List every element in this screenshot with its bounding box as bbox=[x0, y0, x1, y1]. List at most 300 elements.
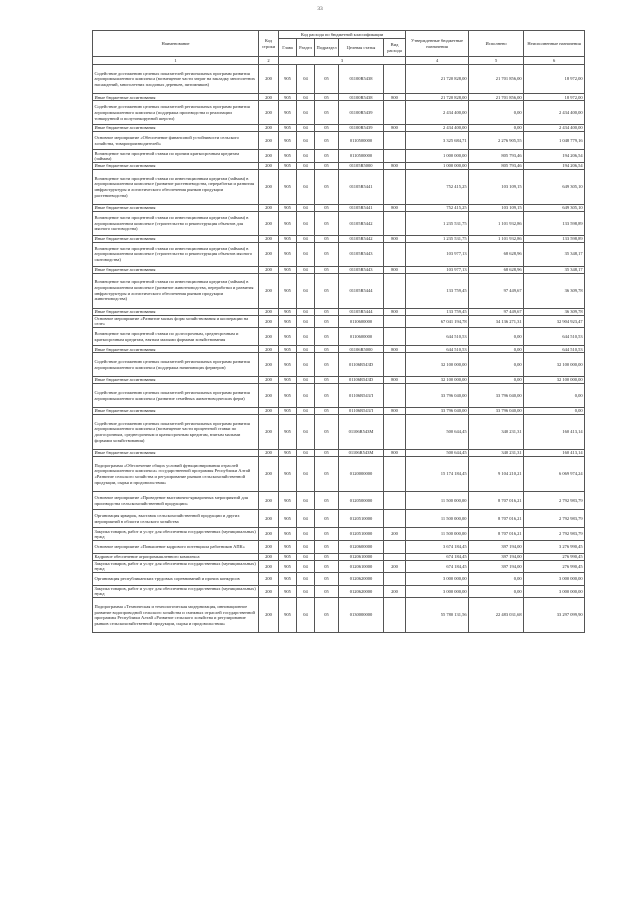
table-row bbox=[93, 456, 585, 491]
table-cell-section: 04 bbox=[297, 315, 315, 328]
table-cell-name: Закупка товаров, работ и услуг для обеспечения государственных (муниципальных) нужд bbox=[93, 560, 259, 573]
table-cell-name: Содействие достижению целевых показателей региональных программ развития агропромышленного комплекса (развитие семейных животноводческих ферм) bbox=[93, 384, 259, 408]
table-cell-target: 0120000000 bbox=[339, 456, 384, 491]
table-cell-name: Возмещение части процентной ставки по прочим краткосрочным кредитам (займам) bbox=[93, 150, 259, 163]
table-cell-section: 04 bbox=[297, 150, 315, 163]
table-cell-executed: 97 449,67 bbox=[469, 273, 524, 308]
table-cell-approved: 33 796 040,00 bbox=[406, 407, 469, 414]
page-number: 33 bbox=[317, 6, 323, 12]
table-cell-subsection: 05 bbox=[315, 573, 339, 586]
table-cell-chapter: 905 bbox=[279, 377, 297, 384]
table-cell-target: 01105R5444 bbox=[339, 273, 384, 308]
table-cell-type bbox=[384, 273, 406, 308]
table-cell-section: 04 bbox=[297, 273, 315, 308]
table-cell-type bbox=[384, 573, 406, 586]
table-cell-unexecuted: 35 348,17 bbox=[524, 242, 585, 266]
table-cell-executed: 21 701 856,00 bbox=[469, 65, 524, 94]
table-cell-target: 0120620000 bbox=[339, 573, 384, 586]
table-cell-subsection: 05 bbox=[315, 598, 339, 633]
table-cell-section: 04 bbox=[297, 346, 315, 353]
table-cell-name: Содействие достижению целевых показателей региональных программ развития агропромышленного комплекса (поддержка производства и реализации тонкорунной и полутонкорунной шерсти) bbox=[93, 101, 259, 125]
table-cell-unexecuted: 2 792 983,79 bbox=[524, 510, 585, 528]
table-cell-section: 04 bbox=[297, 553, 315, 560]
table-row bbox=[93, 598, 585, 633]
table-row bbox=[93, 407, 585, 414]
table-row bbox=[93, 328, 585, 346]
table-cell-type bbox=[384, 456, 406, 491]
table-cell-section: 04 bbox=[297, 266, 315, 273]
table-cell-chapter: 905 bbox=[279, 346, 297, 353]
table-cell-subsection: 05 bbox=[315, 491, 339, 509]
table-cell-name: Организация республиканских трудовых соревнований и прочих конкурсов bbox=[93, 573, 259, 586]
table-cell-unexecuted: 2 792 983,79 bbox=[524, 528, 585, 541]
table-cell-type bbox=[384, 353, 406, 377]
table-cell-type: 800 bbox=[384, 204, 406, 211]
table-cell-name: Возмещение части процентной ставки по инвестиционным кредитам (займам) в агропромышленном комплексе (развитие животноводства, переработки и развития инфраструктуры и логистического обеспечения рынков продукции животноводства) bbox=[93, 273, 259, 308]
table-cell-approved: 644 510,53 bbox=[406, 346, 469, 353]
table-cell-code: 200 bbox=[259, 150, 279, 163]
table-cell-executed: 397 194,00 bbox=[469, 553, 524, 560]
table-row bbox=[93, 162, 585, 169]
table-cell-approved: 32 100 000,00 bbox=[406, 377, 469, 384]
table-cell-target: 01106R543M bbox=[339, 449, 384, 456]
table-cell-unexecuted: 32 100 000,00 bbox=[524, 353, 585, 377]
table-cell-executed: 8 707 016,21 bbox=[469, 528, 524, 541]
table-cell-approved: 1 000 000,00 bbox=[406, 150, 469, 163]
table-cell-chapter: 905 bbox=[279, 132, 297, 150]
table-cell-section: 04 bbox=[297, 328, 315, 346]
table-cell-type bbox=[384, 169, 406, 204]
table-cell-target: 01100R5439 bbox=[339, 125, 384, 132]
table-cell-unexecuted: 33 297 099,90 bbox=[524, 598, 585, 633]
table-cell-unexecuted: 36 309,78 bbox=[524, 273, 585, 308]
table-cell-chapter: 905 bbox=[279, 407, 297, 414]
table-cell-name: Кадровое обеспечение агропромышленного комплекса bbox=[93, 553, 259, 560]
table-cell-code: 200 bbox=[259, 204, 279, 211]
table-cell-section: 04 bbox=[297, 162, 315, 169]
table-cell-name: Подпрограмма «Техническая и технологическая модернизация, инновационное развитие водопроводной сельского хозяйства и смежных отраслей государственной программы Республики Алтай «Развитие сельского хозяйства и регулирование рынков сельскохозяйственной продукции, сырья и продовольствия» bbox=[93, 598, 259, 633]
table-cell-type: 800 bbox=[384, 377, 406, 384]
table-cell-subsection: 05 bbox=[315, 132, 339, 150]
table-cell-executed: 397 194,00 bbox=[469, 560, 524, 573]
table-cell-code: 200 bbox=[259, 528, 279, 541]
table-cell-approved: 103 977,13 bbox=[406, 242, 469, 266]
table-cell-type: 800 bbox=[384, 235, 406, 242]
table-cell-target: 0120500000 bbox=[339, 491, 384, 509]
table-cell-name: Иные бюджетные ассигнования bbox=[93, 377, 259, 384]
table-cell-subsection: 05 bbox=[315, 125, 339, 132]
table-cell-chapter: 905 bbox=[279, 553, 297, 560]
table-cell-executed: 2 276 905,55 bbox=[469, 132, 524, 150]
table-cell-section: 04 bbox=[297, 377, 315, 384]
table-cell-target: 01100R5439 bbox=[339, 101, 384, 125]
table-cell-section: 04 bbox=[297, 308, 315, 315]
table-cell-unexecuted: 3 000 000,00 bbox=[524, 573, 585, 586]
table-row bbox=[93, 510, 585, 528]
table-cell-target: 0120610000 bbox=[339, 553, 384, 560]
table-cell-section: 04 bbox=[297, 384, 315, 408]
table-row bbox=[93, 449, 585, 456]
table-cell-approved: 1 000 000,00 bbox=[406, 162, 469, 169]
table-cell-type: 800 bbox=[384, 125, 406, 132]
table-cell-unexecuted: 276 990,45 bbox=[524, 553, 585, 560]
table-cell-chapter: 905 bbox=[279, 94, 297, 101]
table-cell-approved: 2 434 400,00 bbox=[406, 125, 469, 132]
table-cell-type bbox=[384, 491, 406, 509]
table-cell-unexecuted: 649 305,10 bbox=[524, 169, 585, 204]
table-cell-code: 200 bbox=[259, 384, 279, 408]
table-cell-name: Возмещение части процентной ставки по долгосрочным, среднесрочным и краткосрочным кредитам, взятым малыми формами хозяйствования bbox=[93, 328, 259, 346]
table-cell-subsection: 05 bbox=[315, 65, 339, 94]
table-cell-section: 04 bbox=[297, 65, 315, 94]
table-cell-type bbox=[384, 510, 406, 528]
table-cell-approved: 55 780 131,56 bbox=[406, 598, 469, 633]
table-cell-unexecuted: 2 434 400,00 bbox=[524, 125, 585, 132]
table-cell-type bbox=[384, 598, 406, 633]
table-cell-unexecuted: 32 100 000,00 bbox=[524, 377, 585, 384]
header-code-line: Код строки bbox=[259, 31, 279, 57]
table-cell-executed: 0,00 bbox=[469, 377, 524, 384]
table-cell-section: 04 bbox=[297, 449, 315, 456]
table-cell-name: Иные бюджетные ассигнования bbox=[93, 346, 259, 353]
table-cell-executed: 97 449,67 bbox=[469, 308, 524, 315]
table-cell-executed: 1 101 932,86 bbox=[469, 211, 524, 235]
table-cell-target: 01106R543M bbox=[339, 414, 384, 449]
table-cell-name: Содействие достижению целевых показателей региональных программ развития агропромышленного комплекса (возмещение части затрат на закладку многолетних насаждений, многолетних плодовых деревьев, питомников) bbox=[93, 65, 259, 94]
table-cell-unexecuted: 276 990,45 bbox=[524, 560, 585, 573]
table-cell-unexecuted: 194 206,54 bbox=[524, 162, 585, 169]
table-cell-executed: 103 109,15 bbox=[469, 204, 524, 211]
table-cell-chapter: 905 bbox=[279, 328, 297, 346]
table-cell-unexecuted: 18 972,00 bbox=[524, 65, 585, 94]
table-cell-subsection: 05 bbox=[315, 150, 339, 163]
table-cell-chapter: 905 bbox=[279, 65, 297, 94]
table-cell-executed: 340 231,31 bbox=[469, 414, 524, 449]
header-executed: Исполнено bbox=[469, 31, 524, 57]
table-cell-executed: 33 796 040,00 bbox=[469, 407, 524, 414]
table-cell-approved: 103 977,13 bbox=[406, 266, 469, 273]
table-cell-code: 200 bbox=[259, 449, 279, 456]
table-cell-unexecuted: 133 598,89 bbox=[524, 235, 585, 242]
header-approved: Утвержденные бюджетные назначения bbox=[406, 31, 469, 57]
table-cell-section: 04 bbox=[297, 132, 315, 150]
table-row bbox=[93, 315, 585, 328]
table-row bbox=[93, 414, 585, 449]
budget-execution-table bbox=[92, 30, 585, 633]
column-index: 4 bbox=[406, 57, 469, 65]
table-cell-subsection: 05 bbox=[315, 273, 339, 308]
table-cell-target: 01106R543D bbox=[339, 353, 384, 377]
table-cell-executed: 397 194,00 bbox=[469, 540, 524, 553]
table-cell-type bbox=[384, 65, 406, 94]
table-row bbox=[93, 540, 585, 553]
table-row bbox=[93, 377, 585, 384]
table-cell-name: Содействие достижению целевых показателей региональных программ развития агропромышленного комплекса (возмещение части процентной ставки по долгосрочным, среднесрочным и краткосрочным кредитам, взятым малыми формами хозяйствования) bbox=[93, 414, 259, 449]
table-cell-name: Иные бюджетные ассигнования bbox=[93, 407, 259, 414]
table-cell-name: Иные бюджетные ассигнования bbox=[93, 266, 259, 273]
table-cell-target: 0110600000 bbox=[339, 315, 384, 328]
table-cell-unexecuted: 0,00 bbox=[524, 384, 585, 408]
table-cell-executed: 33 796 040,00 bbox=[469, 384, 524, 408]
table-cell-subsection: 05 bbox=[315, 540, 339, 553]
table-cell-approved: 674 184,45 bbox=[406, 560, 469, 573]
table-cell-chapter: 905 bbox=[279, 456, 297, 491]
table-cell-executed: 0,00 bbox=[469, 125, 524, 132]
table-cell-chapter: 905 bbox=[279, 491, 297, 509]
table-cell-code: 200 bbox=[259, 211, 279, 235]
table-cell-executed: 68 628,96 bbox=[469, 242, 524, 266]
table-cell-unexecuted: 18 972,00 bbox=[524, 94, 585, 101]
table-row bbox=[93, 242, 585, 266]
table-cell-approved: 33 796 040,00 bbox=[406, 384, 469, 408]
table-cell-subsection: 05 bbox=[315, 346, 339, 353]
table-row bbox=[93, 101, 585, 125]
table-cell-chapter: 905 bbox=[279, 598, 297, 633]
table-cell-type bbox=[384, 211, 406, 235]
table-cell-target: 0120610000 bbox=[339, 560, 384, 573]
table-cell-unexecuted: 6 069 974,24 bbox=[524, 456, 585, 491]
table-cell-code: 200 bbox=[259, 101, 279, 125]
table-cell-approved: 1 235 531,75 bbox=[406, 211, 469, 235]
table-cell-section: 04 bbox=[297, 235, 315, 242]
table-cell-subsection: 05 bbox=[315, 308, 339, 315]
table-cell-type bbox=[384, 101, 406, 125]
table-cell-name: Иные бюджетные ассигнования bbox=[93, 94, 259, 101]
table-cell-section: 04 bbox=[297, 414, 315, 449]
table-cell-unexecuted: 35 348,17 bbox=[524, 266, 585, 273]
table-cell-approved: 11 500 000,00 bbox=[406, 510, 469, 528]
table-cell-type bbox=[384, 384, 406, 408]
table-cell-chapter: 905 bbox=[279, 560, 297, 573]
table-cell-executed: 0,00 bbox=[469, 573, 524, 586]
table-cell-target: 01105R5442 bbox=[339, 211, 384, 235]
table-cell-name: Подпрограмма «Обеспечение общих условий функционирования отраслей агропромышленного комплекса» государственной программы Республики Алтай «Развитие сельского хозяйства и регулирование рынков сельскохозяйственной продукции, сырья и продовольствия» bbox=[93, 456, 259, 491]
table-cell-chapter: 905 bbox=[279, 162, 297, 169]
table-cell-executed: 0,00 bbox=[469, 328, 524, 346]
table-cell-code: 200 bbox=[259, 273, 279, 308]
table-cell-code: 200 bbox=[259, 308, 279, 315]
table-cell-chapter: 905 bbox=[279, 101, 297, 125]
table-row bbox=[93, 553, 585, 560]
table-cell-section: 04 bbox=[297, 491, 315, 509]
table-cell-unexecuted: 36 309,78 bbox=[524, 308, 585, 315]
table-cell-code: 200 bbox=[259, 346, 279, 353]
table-cell-target: 0130000000 bbox=[339, 598, 384, 633]
table-cell-code: 200 bbox=[259, 65, 279, 94]
table-cell-chapter: 905 bbox=[279, 510, 297, 528]
table-cell-type bbox=[384, 315, 406, 328]
table-cell-code: 200 bbox=[259, 377, 279, 384]
table-row bbox=[93, 346, 585, 353]
table-cell-chapter: 905 bbox=[279, 169, 297, 204]
header-subsection: Подраздел bbox=[315, 39, 339, 57]
table-cell-chapter: 905 bbox=[279, 150, 297, 163]
table-row bbox=[93, 204, 585, 211]
table-cell-approved: 500 644,45 bbox=[406, 414, 469, 449]
table-cell-subsection: 05 bbox=[315, 315, 339, 328]
table-cell-approved: 11 500 000,00 bbox=[406, 491, 469, 509]
table-cell-target: 01100R5438 bbox=[339, 65, 384, 94]
table-cell-section: 04 bbox=[297, 456, 315, 491]
table-cell-subsection: 05 bbox=[315, 377, 339, 384]
table-cell-code: 200 bbox=[259, 315, 279, 328]
table-cell-approved: 21 720 828,00 bbox=[406, 65, 469, 94]
table-cell-target: 0120510000 bbox=[339, 528, 384, 541]
table-cell-subsection: 05 bbox=[315, 204, 339, 211]
table-cell-subsection: 05 bbox=[315, 456, 339, 491]
table-cell-subsection: 05 bbox=[315, 414, 339, 449]
table-cell-unexecuted: 0,00 bbox=[524, 407, 585, 414]
table-cell-section: 04 bbox=[297, 242, 315, 266]
table-row bbox=[93, 273, 585, 308]
table-cell-target: 01105R5443 bbox=[339, 242, 384, 266]
table-cell-section: 04 bbox=[297, 211, 315, 235]
table-cell-target: 01100R5438 bbox=[339, 94, 384, 101]
table-cell-type: 800 bbox=[384, 407, 406, 414]
table-cell-subsection: 05 bbox=[315, 328, 339, 346]
table-cell-code: 200 bbox=[259, 585, 279, 598]
header-name: Наименование bbox=[93, 31, 259, 57]
table-cell-approved: 11 500 000,00 bbox=[406, 528, 469, 541]
table-cell-name: Иные бюджетные ассигнования bbox=[93, 162, 259, 169]
table-cell-subsection: 05 bbox=[315, 211, 339, 235]
table-cell-type bbox=[384, 242, 406, 266]
table-cell-chapter: 905 bbox=[279, 414, 297, 449]
header-section: Раздел bbox=[297, 39, 315, 57]
table-cell-code: 200 bbox=[259, 162, 279, 169]
table-cell-subsection: 05 bbox=[315, 560, 339, 573]
table-cell-unexecuted: 32 904 923,47 bbox=[524, 315, 585, 328]
table-cell-unexecuted: 644 510,53 bbox=[524, 328, 585, 346]
table-row bbox=[93, 266, 585, 273]
table-cell-name: Иные бюджетные ассигнования bbox=[93, 204, 259, 211]
table-cell-section: 04 bbox=[297, 94, 315, 101]
table-cell-code: 200 bbox=[259, 328, 279, 346]
table-cell-code: 200 bbox=[259, 125, 279, 132]
table-cell-type: 800 bbox=[384, 162, 406, 169]
table-cell-executed: 0,00 bbox=[469, 585, 524, 598]
table-cell-subsection: 05 bbox=[315, 553, 339, 560]
table-cell-type: 200 bbox=[384, 560, 406, 573]
table-cell-unexecuted: 160 413,14 bbox=[524, 414, 585, 449]
table-cell-type bbox=[384, 540, 406, 553]
table-cell-type: 200 bbox=[384, 528, 406, 541]
table-cell-section: 04 bbox=[297, 125, 315, 132]
table-cell-unexecuted: 194 206,54 bbox=[524, 150, 585, 163]
table-cell-approved: 3 000 000,00 bbox=[406, 585, 469, 598]
table-row bbox=[93, 150, 585, 163]
header-chapter: Глава bbox=[279, 39, 297, 57]
table-cell-subsection: 05 bbox=[315, 101, 339, 125]
table-cell-name: Иные бюджетные ассигнования bbox=[93, 449, 259, 456]
table-row bbox=[93, 384, 585, 408]
table-cell-unexecuted: 3 276 990,45 bbox=[524, 540, 585, 553]
table-row bbox=[93, 491, 585, 509]
table-cell-name: Закупка товаров, работ и услуг для обеспечения государственных (муниципальных) нужд bbox=[93, 585, 259, 598]
table-cell-subsection: 05 bbox=[315, 585, 339, 598]
table-cell-section: 04 bbox=[297, 573, 315, 586]
table-cell-executed: 1 101 932,86 bbox=[469, 235, 524, 242]
table-cell-name: Иные бюджетные ассигнования bbox=[93, 235, 259, 242]
table-cell-approved: 133 759,45 bbox=[406, 273, 469, 308]
table-cell-target: 0120620000 bbox=[339, 585, 384, 598]
table-cell-code: 200 bbox=[259, 407, 279, 414]
table-cell-approved: 67 041 194,78 bbox=[406, 315, 469, 328]
table-row bbox=[93, 235, 585, 242]
table-cell-name: Организация ярмарок, выставок сельскохозяйственной продукции и других мероприятий в области сельского хозяйства bbox=[93, 510, 259, 528]
header-expense-type: Вид расхода bbox=[384, 39, 406, 57]
table-cell-executed: 103 109,15 bbox=[469, 169, 524, 204]
table-cell-name: Возмещение части процентной ставки по инвестиционным кредитам (займам) в агропромышленном комплексе (строительство и реконструкция объектов мясного скотоводства) bbox=[93, 242, 259, 266]
table-cell-section: 04 bbox=[297, 598, 315, 633]
table-cell-approved: 3 000 000,00 bbox=[406, 573, 469, 586]
table-cell-unexecuted: 649 305,10 bbox=[524, 204, 585, 211]
table-cell-target: 01105R5442 bbox=[339, 235, 384, 242]
table-cell-chapter: 905 bbox=[279, 353, 297, 377]
table-cell-unexecuted: 133 598,89 bbox=[524, 211, 585, 235]
table-cell-code: 200 bbox=[259, 553, 279, 560]
table-cell-subsection: 05 bbox=[315, 242, 339, 266]
table-row bbox=[93, 573, 585, 586]
table-cell-unexecuted: 2 792 983,79 bbox=[524, 491, 585, 509]
table-row bbox=[93, 211, 585, 235]
table-cell-executed: 68 628,96 bbox=[469, 266, 524, 273]
table-cell-target: 01105R5000 bbox=[339, 162, 384, 169]
column-index: 5 bbox=[469, 57, 524, 65]
column-index: 1 bbox=[93, 57, 259, 65]
table-cell-section: 04 bbox=[297, 540, 315, 553]
header-unexecuted: Неисполненные назначения bbox=[524, 31, 585, 57]
table-row bbox=[93, 132, 585, 150]
table-cell-section: 04 bbox=[297, 510, 315, 528]
table-cell-subsection: 05 bbox=[315, 162, 339, 169]
table-cell-type: 800 bbox=[384, 266, 406, 273]
table-cell-subsection: 05 bbox=[315, 528, 339, 541]
table-cell-executed: 22 483 031,68 bbox=[469, 598, 524, 633]
table-cell-code: 200 bbox=[259, 353, 279, 377]
table-cell-section: 04 bbox=[297, 560, 315, 573]
table-cell-code: 200 bbox=[259, 414, 279, 449]
table-cell-chapter: 905 bbox=[279, 204, 297, 211]
table-cell-chapter: 905 bbox=[279, 540, 297, 553]
table-cell-name: Возмещение части процентной ставки по инвестиционным кредитам (займам) в агропромышленном комплексе (строительство и реконструкция объектов для мясного скотоводства) bbox=[93, 211, 259, 235]
table-cell-unexecuted: 3 000 000,00 bbox=[524, 585, 585, 598]
table-row bbox=[93, 560, 585, 573]
table-cell-chapter: 905 bbox=[279, 384, 297, 408]
table-cell-subsection: 05 bbox=[315, 384, 339, 408]
table-body bbox=[93, 65, 585, 633]
table-cell-subsection: 05 bbox=[315, 407, 339, 414]
table-cell-type: 800 bbox=[384, 308, 406, 315]
table-cell-type bbox=[384, 150, 406, 163]
table-cell-unexecuted: 160 413,14 bbox=[524, 449, 585, 456]
table-cell-code: 200 bbox=[259, 560, 279, 573]
table-cell-target: 01105R5441 bbox=[339, 204, 384, 211]
table-cell-chapter: 905 bbox=[279, 273, 297, 308]
table-cell-code: 200 bbox=[259, 266, 279, 273]
table-cell-name: Основное мероприятие «Повышение кадрового потенциала работников АПК» bbox=[93, 540, 259, 553]
table-cell-name: Основное мероприятие «Развитие малых форм хозяйствования и кооперации на селе» bbox=[93, 315, 259, 328]
column-index: 2 bbox=[259, 57, 279, 65]
table-cell-name: Иные бюджетные ассигнования bbox=[93, 125, 259, 132]
table-cell-subsection: 05 bbox=[315, 235, 339, 242]
table-cell-target: 01105R5444 bbox=[339, 308, 384, 315]
table-cell-approved: 1 235 531,75 bbox=[406, 235, 469, 242]
table-cell-executed: 340 231,31 bbox=[469, 449, 524, 456]
table-cell-subsection: 05 bbox=[315, 510, 339, 528]
table-cell-section: 04 bbox=[297, 204, 315, 211]
table-cell-chapter: 905 bbox=[279, 235, 297, 242]
